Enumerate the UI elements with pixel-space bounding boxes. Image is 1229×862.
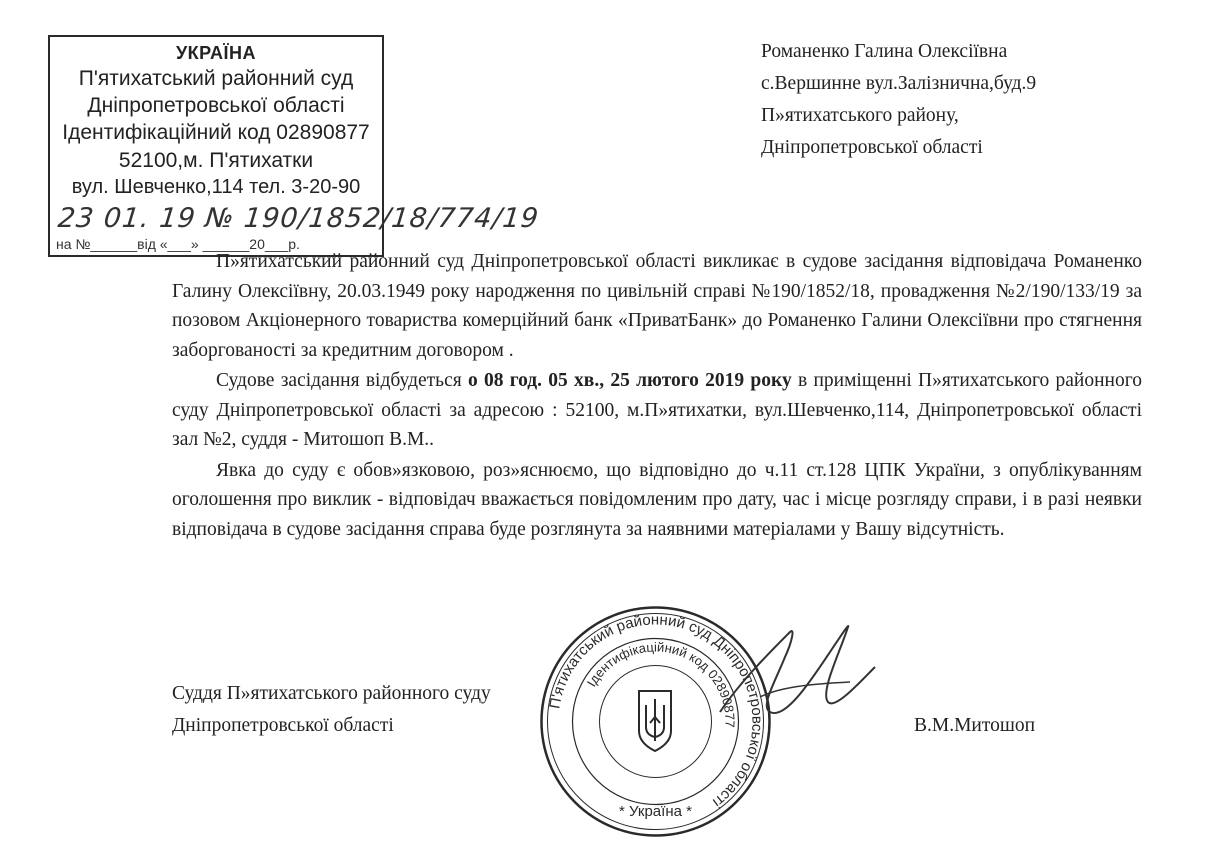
stamp-registration-handwritten: 23 01. 19 № 190/1852/18/774/19 [56,203,541,234]
hearing-location: в приміщенні П»ятихатського районного суду Дніпропетровської області за адресою : 52100, м.П»ятихатки, вул.Шевченко,114, Дніпропетровської області зал №2, суддя - Митошоп В.М.. [172,370,1142,450]
addressee-address-line2: П»ятихатського району, [761,105,959,126]
judge-title-block [172,678,491,742]
summons-body [172,247,1142,544]
stamp-court-name: П'ятихатський районний суд [78,67,354,90]
seal-inner-ring-text: Ідентифікаційний код 02890877 [583,639,738,728]
judge-title-line1: Суддя П»ятихатського районного суду [172,683,491,704]
trident-emblem [639,691,671,751]
addressee-block [761,36,1201,164]
judge-title-line2: Дніпропетровської області [172,715,394,736]
handwritten-signature [700,612,910,732]
hearing-datetime: о 08 год. 05 хв., 25 лютого 2019 року [467,370,792,391]
addressee-name: Романенко Галина Олексіївна [761,41,1008,62]
addressee-address-line3: Дніпропетровської області [761,137,983,158]
summons-paragraph-3: Явка до суду є обов»язковою, роз»яснюємо, що відповідно до ч.11 ст.128 ЦПК України, з опублікуванням оголошення про виклик - відповідач вважається повідомленим про дату, час і місце розгляду справи, і в разі неявки відповідача в судове засідання справа буде розглянута за наявними матеріалами у Вашу відсутність. [172,459,1142,540]
court-corner-stamp [48,35,541,257]
summons-paragraph-1: П»ятихатський районний суд Дніпропетровської області викликає в судове засідання відповідача Романенко Галину Олексіївну, 20.03.1949 року народження по цивільній справі №190/1852/18, провадження №2/190/133/19 за позовом Акціонерного товариства комерційний банк «ПриватБанк» до Романенко Галини Олексіївни про стягнення заборгованості за кредитним договором . [172,251,1142,361]
judge-name: В.М.Митошоп [914,715,1036,736]
stamp-city: 52100,м. П'ятихатки [118,149,314,172]
addressee-address-line1: с.Вершинне вул.Залізнична,буд.9 [761,73,1037,94]
stamp-country: УКРАЇНА [175,43,257,63]
summons-paragraph-2 [172,366,1142,455]
stamp-address: вул. Шевченко,114 тел. 3-20-90 [71,176,361,198]
seal-bottom-text: * Україна * [619,803,692,820]
seal-outer-ring-text: П'ятихатський районний суд Дніпропетровської області [546,611,766,811]
hearing-intro: Судове засідання відбудеться [216,370,468,391]
stamp-region: Дніпропетровської області [87,94,345,117]
stamp-reference-line: на №______від «___» ______20___р. [56,236,300,252]
stamp-id-code: Ідентифікаційний код 02890877 [62,121,370,144]
